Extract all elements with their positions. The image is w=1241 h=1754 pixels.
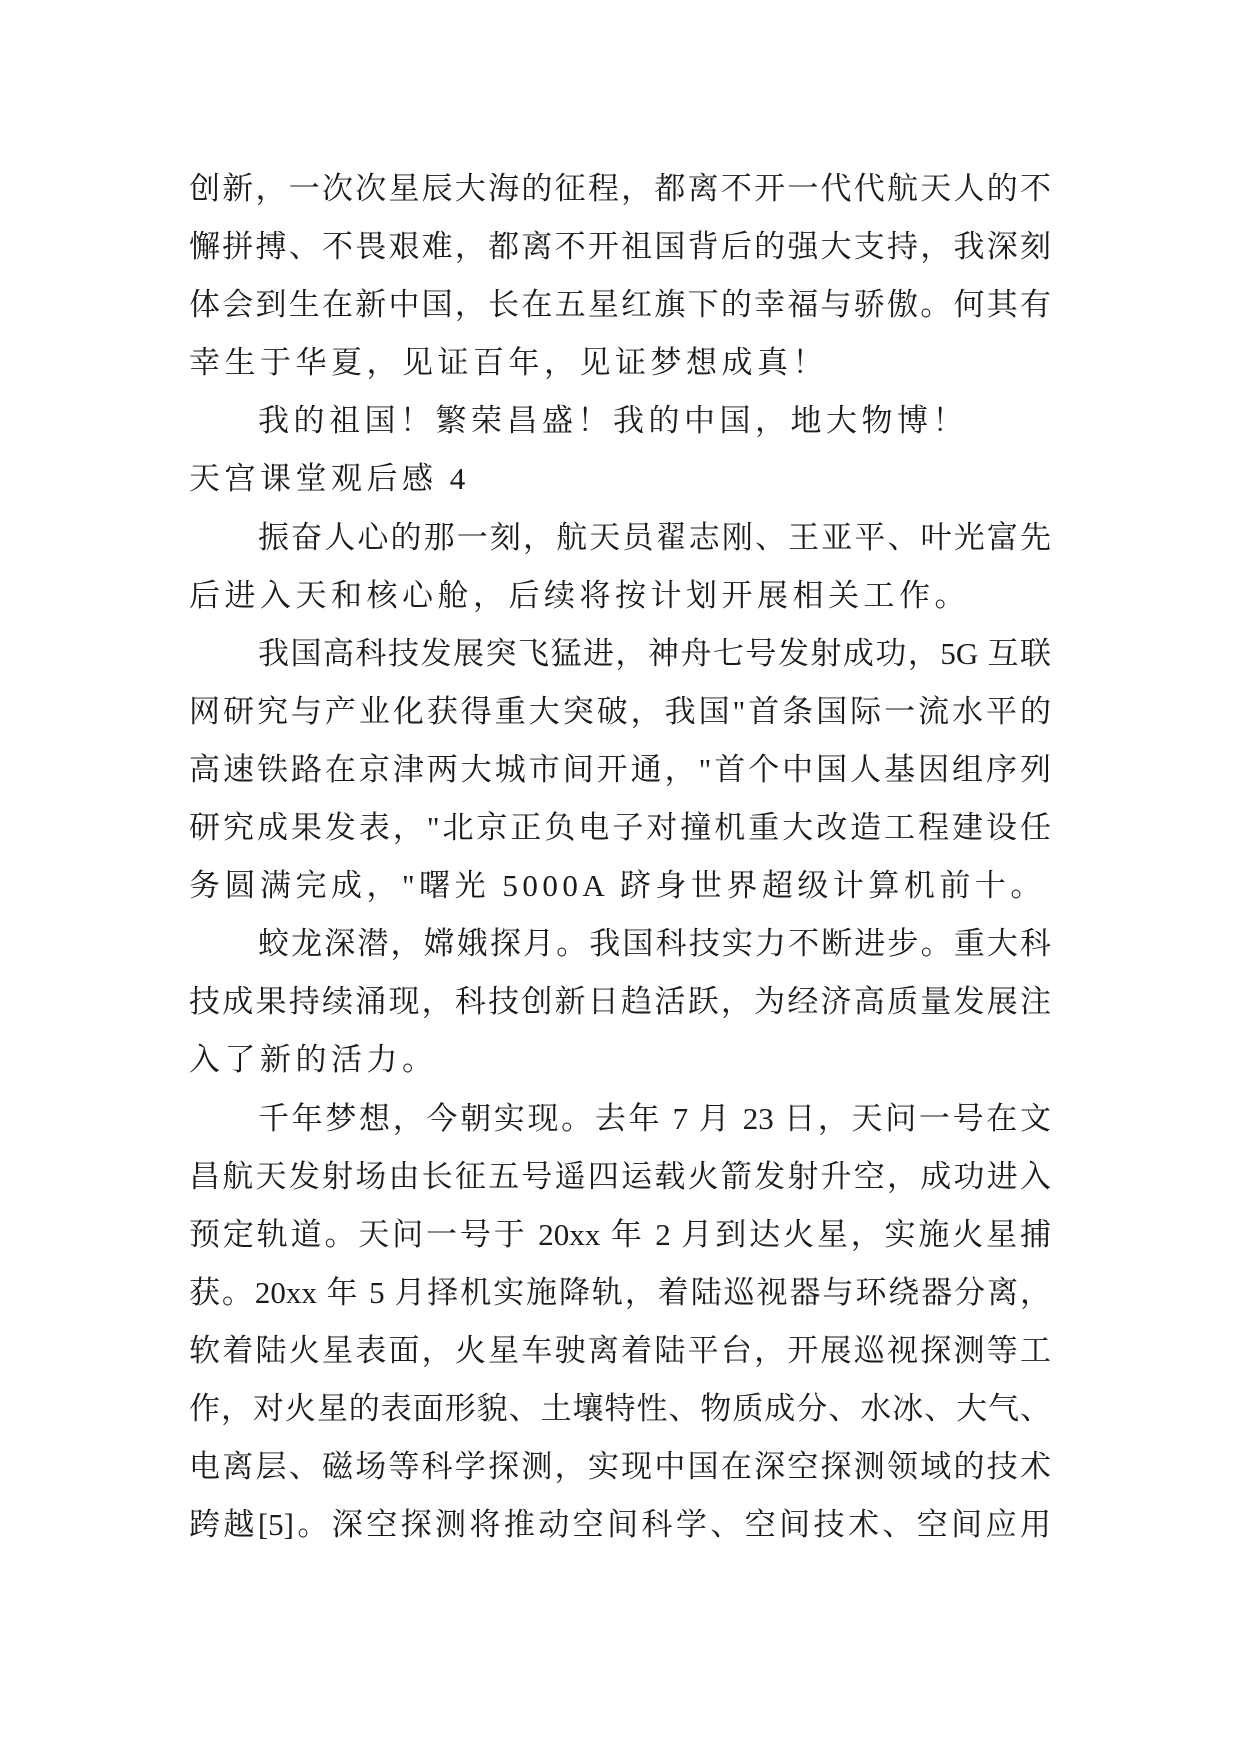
text-line: 昌航天发射场由长征五号遥四运载火箭发射升空，成功进入	[189, 1158, 1051, 1194]
text-line: 蛟龙深潜，嫦娥探月。我国科技实力不断进步。重大科	[258, 926, 1051, 962]
text-line: 后进入天和核心舱，后续将按计划开展相关工作。	[189, 577, 970, 613]
text-line: 我的祖国！繁荣昌盛！我的中国，地大物博！	[258, 403, 968, 439]
text-line: 跨越[5]。深空探测将推动空间科学、空间技术、空间应用	[189, 1507, 1051, 1543]
text-line: 懈拼搏、不畏艰难，都离不开祖国背后的强大支持，我深刻	[189, 229, 1051, 265]
text-line: 研究成果发表，"北京正负电子对撞机重大改造工程建设任	[189, 810, 1051, 846]
text-line: 幸生于华夏，见证百年，见证梦想成真！	[189, 345, 828, 381]
text-line: 网研究与产业化获得重大突破，我国"首条国际一流水平的	[189, 693, 1051, 729]
section-heading: 天宫课堂观后感 4	[189, 461, 470, 497]
text-line: 务圆满完成，"曙光 5000A 跻身世界超级计算机前十。	[189, 868, 1046, 904]
text-line: 振奋人心的那一刻，航天员翟志刚、王亚平、叶光富先	[258, 519, 1051, 555]
text-line: 电离层、磁场等科学探测，实现中国在深空探测领域的技术	[189, 1449, 1051, 1485]
text-line: 预定轨道。天问一号于 20xx 年 2 月到达火星，实施火星捕	[189, 1216, 1051, 1252]
text-line: 高速铁路在京津两大城市间开通，"首个中国人基因组序列	[189, 751, 1051, 787]
text-block	[189, 160, 1051, 1554]
text-line: 体会到生在新中国，长在五星红旗下的幸福与骄傲。何其有	[189, 287, 1051, 323]
text-line: 创新，一次次星辰大海的征程，都离不开一代代航天人的不	[189, 171, 1051, 206]
text-line: 软着陆火星表面，火星车驶离着陆平台，开展巡视探测等工	[189, 1332, 1051, 1368]
text-line: 获。20xx 年 5 月择机实施降轨，着陆巡视器与环绕器分离，	[189, 1274, 1051, 1310]
text-line: 千年梦想，今朝实现。去年 7 月 23 日，天问一号在文	[258, 1100, 1051, 1136]
text-line: 入了新的活力。	[189, 1042, 438, 1078]
text-line: 我国高科技发展突飞猛进，神舟七号发射成功，5G 互联	[258, 635, 1051, 671]
text-line: 技成果持续涌现，科技创新日趋活跃，为经济高质量发展注	[189, 984, 1051, 1020]
text-line: 作，对火星的表面形貌、土壤特性、物质成分、水冰、大气、	[189, 1390, 1051, 1426]
